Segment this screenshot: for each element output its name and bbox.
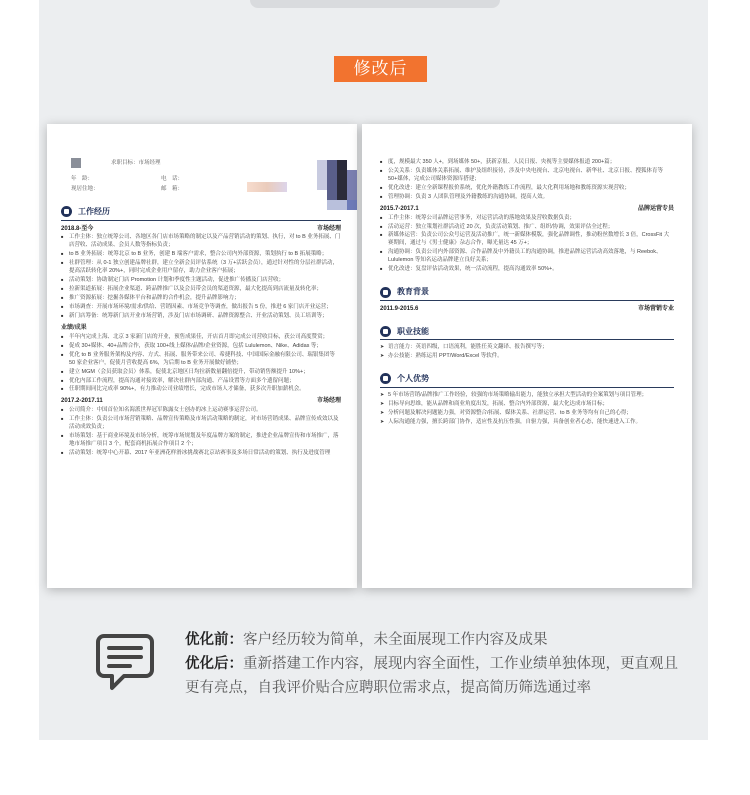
- list-item: ■ 活动运营：独立策划社群活动近 20 次，负责活动策划、推广、组织/协调，效果评估全过程；: [380, 224, 674, 232]
- list-item: ■ 半年内完成上海、北京 3 家新门店的开业，预售成果佳，开店首月即完成公司营收目标，获公司高度赞赏；: [61, 334, 341, 342]
- list-item: ■ 社群管理：从 0-1 独立创建品牌社群，建立全新会员评估系统（3 万+活跃会员），通过针对性的分层社群活动，提高活跃转化率 20%+，同时完成企业用户留存，助力企业客户拓展；: [61, 260, 341, 276]
- user-icon: [380, 373, 391, 384]
- list-item: ■ 管理协调：负责 3 人团队管理及外籍教练的沟通协调，提高人效。: [380, 194, 674, 202]
- list-item: ➤ 目标导向思维，能从品牌和商业角度出发，拓展、整合内外部资源，最大化达成市场目标；: [380, 401, 674, 409]
- section-advantages: 个人优势: [380, 373, 674, 388]
- list-item: ■ 建立 MGM（会员获取会员）体系，促使北京地区日均拉新数量翻倍提升，带动销售额提升 10%+；: [61, 369, 341, 377]
- list-item: ■ 工作主体：统筹公司品牌运营事务，对运营活动的落地效果及营收数据负责；: [380, 215, 674, 223]
- list-item: ■ 促成 30+媒体、40+品牌合作，获取 100+线上媒体/品牌/企业资源，包括 Lululemon、Nike、Adidas 等；: [61, 343, 341, 351]
- list-item: ■ 新媒体运营：负责公司公众号运营及活动推广，统一新媒体模版，强化品牌调性，推动粉丝数增长 3 倍，CrossFit 大赛期间，通过与《男士健康》杂志合作，曝光量达 45 万+；: [380, 232, 674, 248]
- results-heading: 业绩/成果: [61, 324, 87, 331]
- list-item: ■ 活动策划：统筹中心开幕、2017 年亚洲花样滑冰挑战赛北京站赛事及多场日常活动的策划、执行及进度管理: [61, 450, 341, 458]
- list-item: ■ 工作主体：独立统筹公司、各地区各门店市场策略的制定以及产品营销活动的策划、执行，对 to B 业务拓展、门店营收、活动成果、会员人数等指标负责；: [61, 234, 341, 250]
- list-item: ■ 市场策划：基于商业环境及市场分析，统筹市场规划及年度品牌方案的制定，推进企业品牌宣传和市场推广，落地市场推广项目 3 个，配套商机拓展合作项目 2 个；: [61, 433, 341, 449]
- list-item: ■ 公关关系：负责媒体关系拓展、维护及组织接待，涉及中央电视台、北京电视台、新华社、北京日报、搜狐体育等 50+媒体，完成公司媒体资源库搭建；: [380, 168, 674, 184]
- after-line: 优化后：重新搭建工作内容，展现内容全面性，工作业绩单独体现，更直观且更有亮点，自我评价贴合应聘职位需求点，提高简历筛选通过率: [185, 656, 678, 696]
- list-item: ■ 活动策划：协助制定门店 Promotion 计划和季度性主题活动，促进推广传播及门店营收；: [61, 277, 341, 285]
- phone-line: 电 话：: [161, 176, 184, 182]
- job-header: 2015.7-2017.1 品牌运营专员: [380, 205, 674, 212]
- before-line: 优化前：客户经历较为简单，未全面展现工作内容及成果: [185, 632, 548, 648]
- list-item: ■ 优化 to B 业务服务架构及内容、方式、拓展、服务带来公司、希捷科技、中国国际金融有限公司、瑞银集团等 50 家企业客户，促使月营收提高 6%，为后期 to B 业务开展做好铺垫；: [61, 352, 341, 368]
- list-item: ➤ 语言能力：英语四级，口语流利，能胜任英文翻译、报告撰写等；: [380, 344, 674, 352]
- job-header: 2017.2-2017.11 市场经理: [61, 398, 341, 405]
- resume-page-right: [362, 124, 692, 588]
- avatar: [71, 158, 81, 168]
- list-item: ■ 工作主体：负责公司市场营销策略、品牌宣传策略及市场活动策略的制定，对市场营销成果、品牌宣传成效以及活动成效负责；: [61, 416, 341, 432]
- chat-message-icon: [96, 632, 154, 694]
- list-item: ■ 任职期间同比完成率 90%+，有力推动公司业绩增长，完成市场人才储备，获多次升职加薪机会。: [61, 386, 341, 394]
- tools-icon: [380, 326, 391, 337]
- list-item: ➤ 人际沟通能力强，擅长跨部门协作，适应性及抗压性强，自驱力强，具备创业者心态，能快速进入工作。: [380, 419, 674, 427]
- section-work-experience: 工作经历: [61, 206, 341, 221]
- list-item: ■ 新门店筹备：统筹新门店开业市场营销，涉及门店市场调研、品牌资源整合、开业活动策划、员工培训等；: [61, 313, 341, 321]
- top-bar: [250, 0, 500, 8]
- list-item: ■ 公司简介：中国首位知名海派世界冠军陈露女士创办的冰上运动赛事运营公司。: [61, 407, 341, 415]
- graduation-cap-icon: [380, 287, 391, 298]
- list-item: ■ 市场调查：开展市场环境/需求/供给、营销因素、市场竞争等调查，做出报告 5 份，推进 6 家门店开业运营；: [61, 304, 341, 312]
- optimization-summary: [185, 628, 685, 700]
- section-skills: 职业技能: [380, 326, 674, 341]
- list-item: ■ 度，规模最大 350 人+，到场媒体 50+，获新京报、人民日报、央视等主要媒体报道 200+篇；: [380, 159, 674, 167]
- list-item: ➤ 分析问题及解决问题能力强，对资源整合/拓展、媒体关系、社群运营、to B 业务等均有自己的心得；: [380, 410, 674, 418]
- city-line: 现居住地：: [71, 186, 99, 192]
- briefcase-icon: [61, 206, 72, 217]
- email-line: 邮 箱：: [161, 186, 184, 192]
- after-badge: 修改后: [334, 56, 427, 82]
- resume-page-left: [47, 124, 357, 588]
- resume-header: [61, 152, 341, 200]
- list-item: ➤ 5 年市场营销/品牌推广工作经验，较强的市场策略输出能力，能独立承担大型活动的全案策划与项目管理；: [380, 392, 674, 400]
- education-row: 2011.9-2015.6 市场营销专业: [380, 305, 674, 312]
- list-item: ■ 拉新渠道拓展：拓展企业渠道、跨品牌推广以及会员带会员的渠道资源，最大化提高到店流量及转化率；: [61, 286, 341, 294]
- list-item: ■ 优化改进：复盘评估活动效果，统一活动流程，提高沟通效率 50%+。: [380, 266, 674, 274]
- list-item: ■ to B 业务拓展：统筹北京 to B 业务，创建 B 端客户需求，整合公司内外部资源，策划执行 to B 拓展策略；: [61, 251, 341, 259]
- list-item: ■ 沟通协调：负责公司内外部资源、合作品牌及中外籍员工的沟通协调，推进品牌运营活动高效落地，与 Reebok、Lululemon 等知名运动品牌建立良好关系；: [380, 249, 674, 265]
- job-header: 2018.8-至今 市场经理: [61, 225, 341, 232]
- list-item: ■ 推广资源拓展：挖掘各媒体平台和品牌的合作机会，提升品牌影响力；: [61, 295, 341, 303]
- list-item: ➤ 办公技能：熟练运用 PPT/Word/Excel 等软件。: [380, 353, 674, 361]
- list-item: ■ 优化内部工作流程，提高沟通对接效率，解决社群内部沟通、产品设置等方面多个遗留问题；: [61, 378, 341, 386]
- age-line: 年 龄：: [71, 176, 94, 182]
- target-line: 求职目标：市场经理: [111, 160, 161, 166]
- list-item: ■ 优化改进：建立全新课程报价系统，优化外籍教练工作流程，最大化利用场地和教练资源实现营收；: [380, 185, 674, 193]
- section-education: 教育背景: [380, 286, 674, 301]
